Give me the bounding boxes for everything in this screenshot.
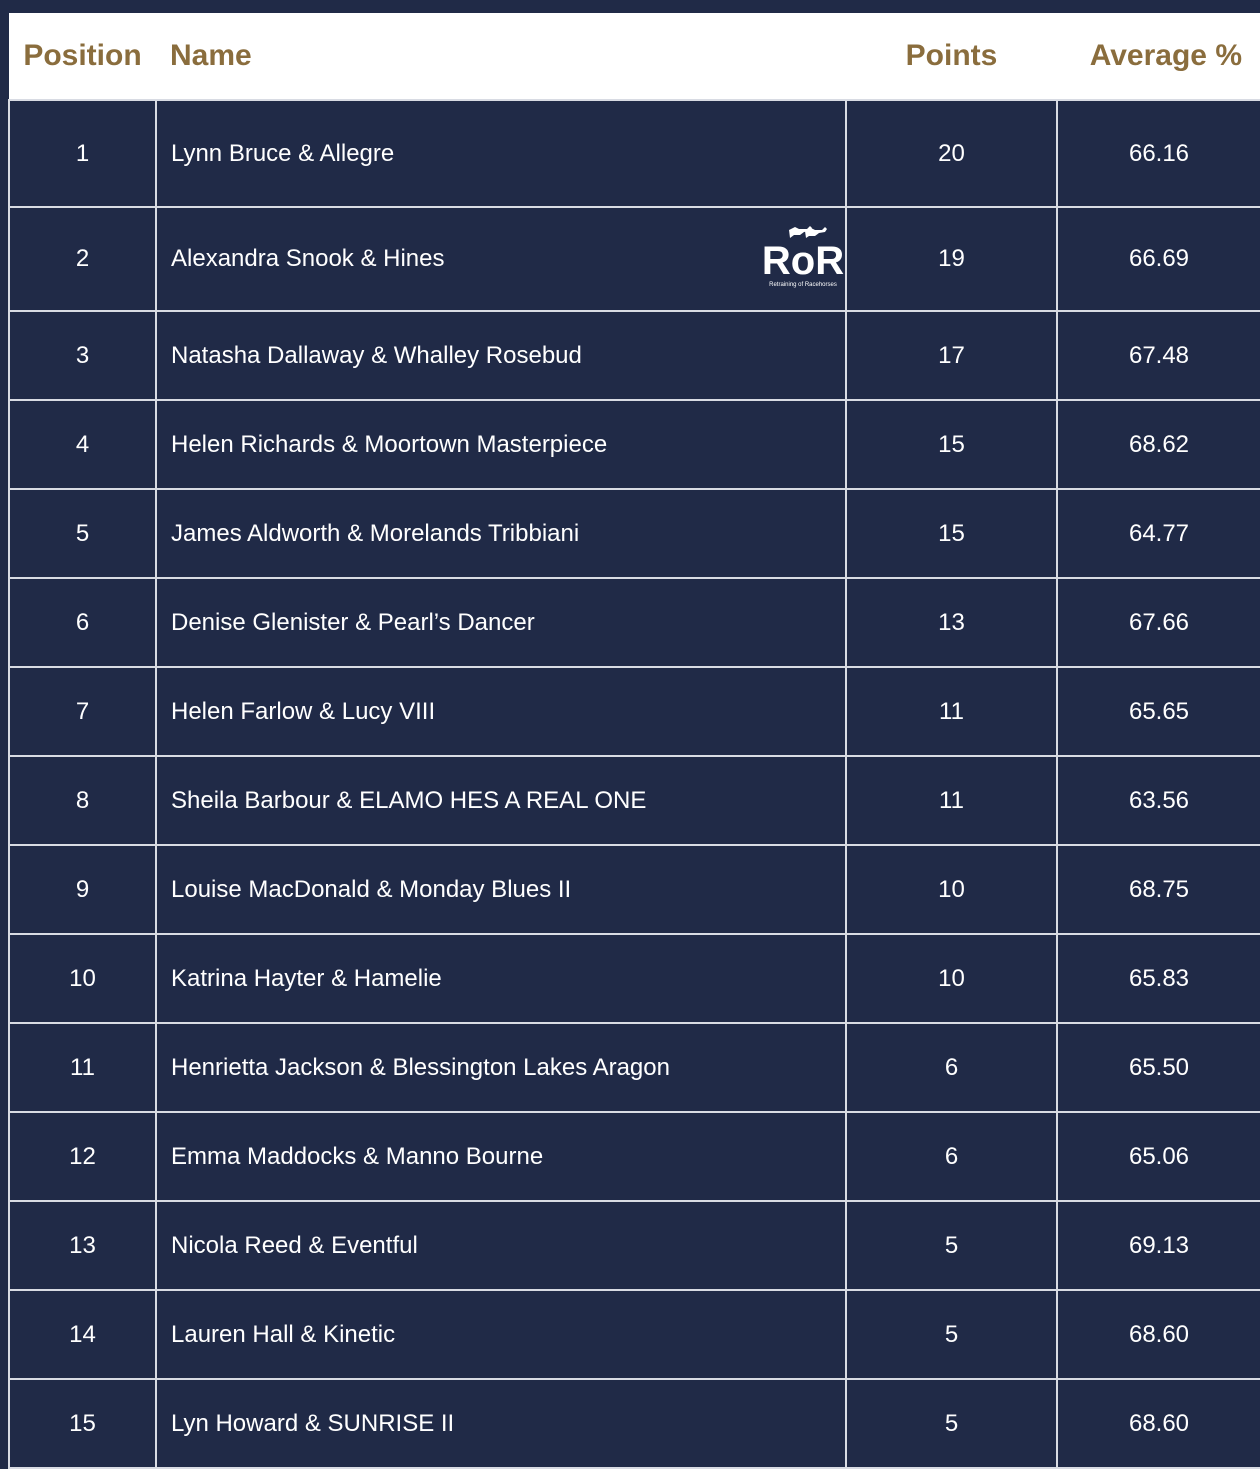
cell-position-text: 9 <box>75 875 90 903</box>
cell-points-text: 20 <box>938 139 965 167</box>
cell-points <box>846 311 1057 400</box>
cell-average <box>1057 1023 1260 1112</box>
cell-points <box>846 845 1057 934</box>
cell-average-text: 68.60 <box>1128 1409 1190 1437</box>
cell-average-text: 65.65 <box>1128 697 1190 725</box>
table-header-row <box>9 13 1260 100</box>
table-body <box>9 100 1260 1468</box>
cell-position <box>9 1290 156 1379</box>
table-row <box>9 1112 1260 1201</box>
cell-name-text: Alexandra Snook & Hines <box>171 245 445 272</box>
ror-logo <box>761 220 845 292</box>
cell-name <box>156 1023 846 1112</box>
table-row <box>9 311 1260 400</box>
cell-points <box>846 1023 1057 1112</box>
cell-position <box>9 400 156 489</box>
cell-points-text: 6 <box>944 1142 959 1170</box>
cell-average <box>1057 1201 1260 1290</box>
cell-points <box>846 400 1057 489</box>
cell-name-text: Katrina Hayter & Hamelie <box>171 964 442 992</box>
cell-position <box>9 1201 156 1290</box>
cell-points-text: 5 <box>944 1320 959 1348</box>
cell-position-text: 1 <box>75 139 90 167</box>
cell-position-text: 14 <box>69 1320 96 1348</box>
cell-average <box>1057 207 1260 311</box>
cell-position <box>9 1379 156 1468</box>
cell-average <box>1057 311 1260 400</box>
cell-average-text: 67.66 <box>1128 608 1190 636</box>
table-row <box>9 756 1260 845</box>
cell-name-text: Emma Maddocks & Manno Bourne <box>171 1142 544 1170</box>
racehorse-icon <box>761 220 845 292</box>
cell-name-text: Natasha Dallaway & Whalley Rosebud <box>171 341 582 369</box>
cell-position-text: 6 <box>75 608 90 636</box>
cell-points <box>846 489 1057 578</box>
cell-name <box>156 667 846 756</box>
cell-points-text: 15 <box>938 430 965 458</box>
cell-name-text: Sheila Barbour & ELAMO HES A REAL ONE <box>171 786 647 814</box>
table-row <box>9 934 1260 1023</box>
cell-average <box>1057 100 1260 207</box>
header-points: Points <box>905 39 998 72</box>
cell-position <box>9 756 156 845</box>
cell-average-text: 65.50 <box>1128 1053 1190 1081</box>
cell-points <box>846 1290 1057 1379</box>
cell-position-text: 3 <box>75 341 90 369</box>
cell-name <box>156 400 846 489</box>
cell-average-text: 64.77 <box>1128 519 1190 547</box>
cell-average <box>1057 1379 1260 1468</box>
cell-average-text: 65.83 <box>1128 964 1190 992</box>
cell-position <box>9 934 156 1023</box>
cell-position-text: 8 <box>75 786 90 814</box>
cell-position <box>9 667 156 756</box>
cell-average <box>1057 578 1260 667</box>
cell-name <box>156 934 846 1023</box>
leaderboard-table <box>8 13 1260 1469</box>
cell-position-text: 2 <box>75 245 90 272</box>
cell-position <box>9 489 156 578</box>
cell-points <box>846 578 1057 667</box>
cell-position <box>9 207 156 311</box>
cell-points-text: 19 <box>938 245 965 272</box>
cell-points <box>846 756 1057 845</box>
cell-name <box>156 311 846 400</box>
cell-position-text: 11 <box>70 1053 95 1081</box>
cell-points <box>846 207 1057 311</box>
cell-average <box>1057 489 1260 578</box>
cell-average-text: 67.48 <box>1128 341 1190 369</box>
cell-points-text: 17 <box>938 341 965 369</box>
cell-points <box>846 1201 1057 1290</box>
cell-name <box>156 1379 846 1468</box>
cell-position-text: 4 <box>75 430 90 458</box>
cell-name-text: Helen Richards & Moortown Masterpiece <box>171 430 608 458</box>
cell-name <box>156 207 846 311</box>
cell-points-text: 10 <box>938 964 965 992</box>
cell-average-text: 68.60 <box>1128 1320 1190 1348</box>
logo-subtitle: Retraining of Racehorses <box>769 282 837 288</box>
cell-average-text: 68.62 <box>1128 430 1190 458</box>
cell-points <box>846 100 1057 207</box>
cell-average-text: 65.06 <box>1128 1142 1190 1170</box>
cell-position-text: 13 <box>69 1231 96 1259</box>
table-row <box>9 845 1260 934</box>
table-row <box>9 1023 1260 1112</box>
cell-average-text: 63.56 <box>1128 786 1190 814</box>
cell-name <box>156 1112 846 1201</box>
cell-name-text: Nicola Reed & Eventful <box>171 1231 418 1259</box>
cell-name <box>156 845 846 934</box>
cell-name <box>156 489 846 578</box>
logo-text: RoR <box>761 239 845 283</box>
cell-position-text: 12 <box>69 1142 96 1170</box>
cell-average <box>1057 400 1260 489</box>
cell-name <box>156 100 846 207</box>
cell-name-text: Lynn Bruce & Allegre <box>171 139 395 167</box>
cell-points-text: 13 <box>938 608 965 636</box>
cell-average <box>1057 1290 1260 1379</box>
table-row <box>9 207 1260 311</box>
cell-average <box>1057 756 1260 845</box>
cell-name <box>156 578 846 667</box>
cell-name <box>156 756 846 845</box>
cell-average-text: 66.16 <box>1128 139 1190 167</box>
header-average: Average % <box>1089 39 1242 72</box>
table-row <box>9 1290 1260 1379</box>
cell-position <box>9 311 156 400</box>
cell-average <box>1057 1112 1260 1201</box>
table-row <box>9 100 1260 207</box>
cell-points-text: 5 <box>944 1231 959 1259</box>
cell-points <box>846 934 1057 1023</box>
cell-points-text: 11 <box>939 697 964 725</box>
cell-position <box>9 578 156 667</box>
cell-average-text: 68.75 <box>1128 875 1190 903</box>
cell-average-text: 66.69 <box>1128 245 1190 272</box>
header-name: Name <box>170 39 252 72</box>
cell-position-text: 10 <box>69 964 96 992</box>
cell-name-text: Helen Farlow & Lucy VIII <box>171 697 436 725</box>
cell-position <box>9 100 156 207</box>
cell-name-text: Lauren Hall & Kinetic <box>171 1320 396 1348</box>
table-row <box>9 1379 1260 1468</box>
cell-points <box>846 667 1057 756</box>
cell-points <box>846 1112 1057 1201</box>
cell-average-text: 69.13 <box>1128 1231 1190 1259</box>
table-row <box>9 667 1260 756</box>
cell-name-text: James Aldworth & Morelands Tribbiani <box>171 519 580 547</box>
cell-position <box>9 1023 156 1112</box>
cell-average <box>1057 845 1260 934</box>
cell-average <box>1057 934 1260 1023</box>
cell-name-text: Louise MacDonald & Monday Blues II <box>171 875 572 903</box>
cell-name <box>156 1201 846 1290</box>
header-position: Position <box>23 39 142 72</box>
cell-position-text: 7 <box>75 697 90 725</box>
cell-position <box>9 1112 156 1201</box>
cell-points-text: 10 <box>938 875 965 903</box>
cell-points-text: 5 <box>944 1409 959 1437</box>
table-row <box>9 400 1260 489</box>
table-row <box>9 1201 1260 1290</box>
cell-average <box>1057 667 1260 756</box>
cell-position-text: 15 <box>69 1409 96 1437</box>
cell-points-text: 11 <box>939 786 964 814</box>
cell-points-text: 15 <box>938 519 965 547</box>
cell-name-text: Henrietta Jackson & Blessington Lakes Aragon <box>171 1053 670 1081</box>
table-row <box>9 578 1260 667</box>
cell-position <box>9 845 156 934</box>
cell-points <box>846 1379 1057 1468</box>
cell-name-text: Lyn Howard & SUNRISE II <box>171 1409 455 1437</box>
cell-name <box>156 1290 846 1379</box>
cell-position-text: 5 <box>75 519 90 547</box>
cell-points-text: 6 <box>944 1053 959 1081</box>
table-row <box>9 489 1260 578</box>
cell-name-text: Denise Glenister & Pearl’s Dancer <box>171 608 535 636</box>
